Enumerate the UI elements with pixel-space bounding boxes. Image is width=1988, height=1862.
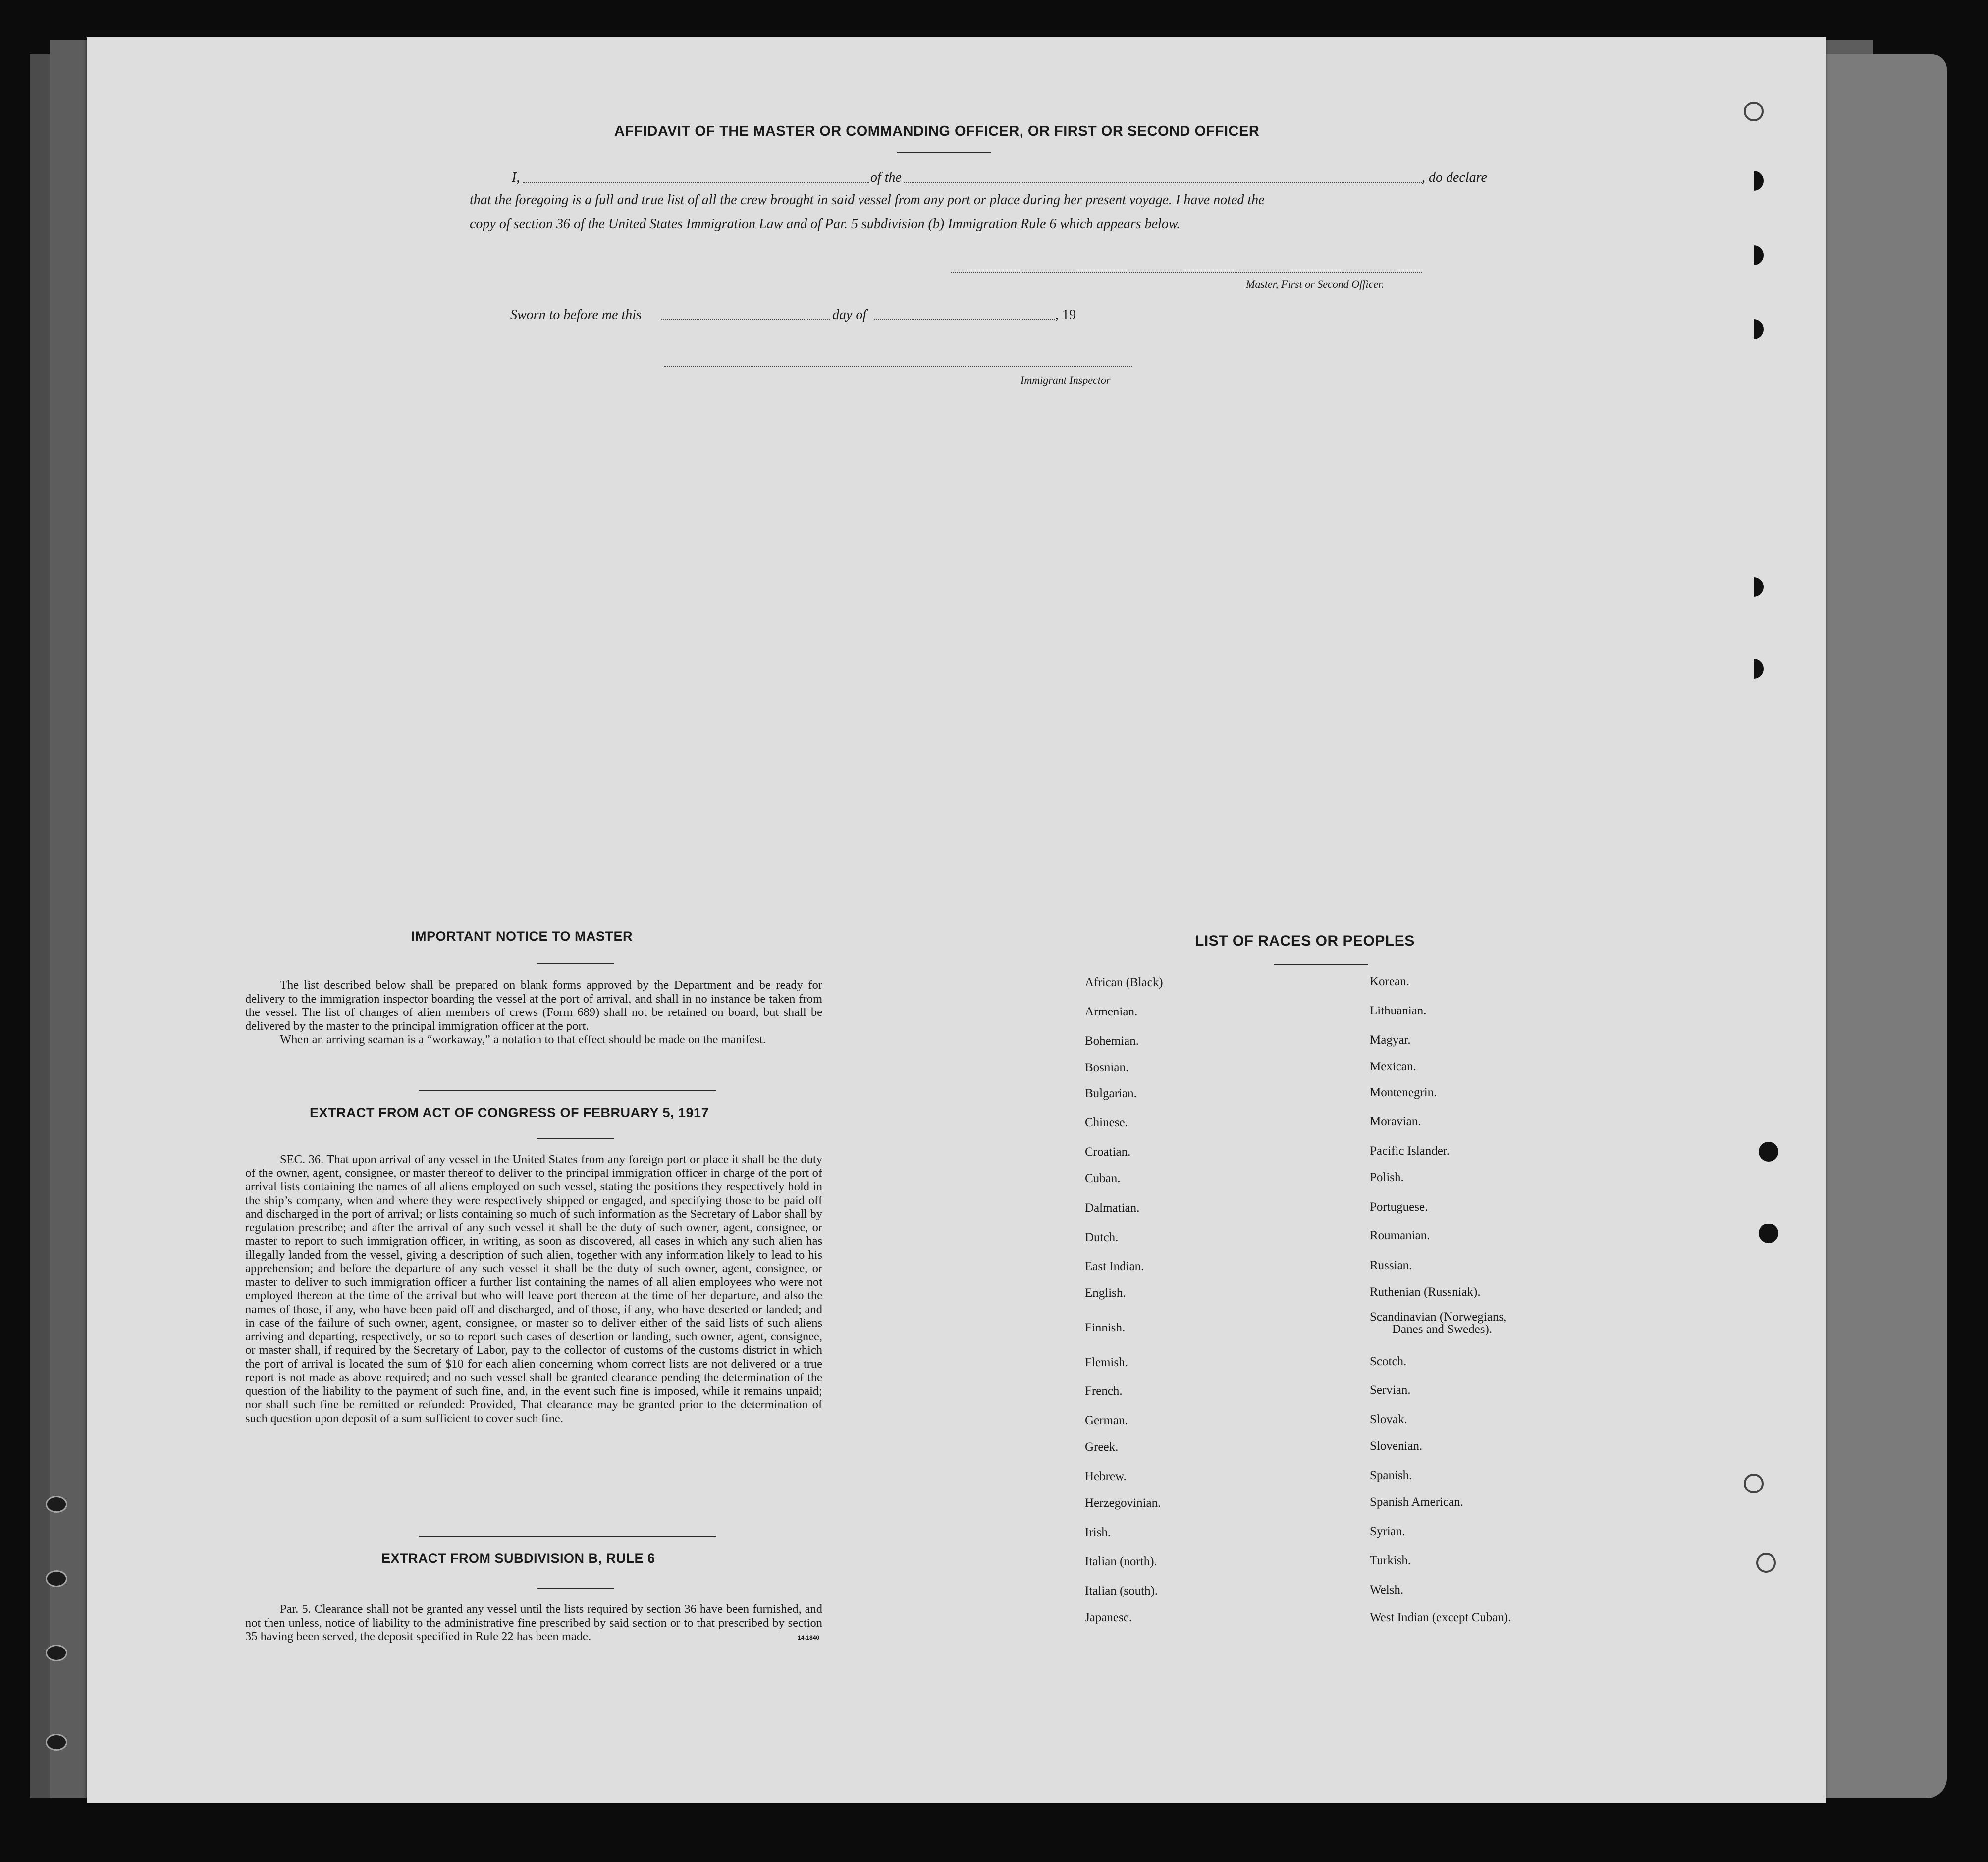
race-item: Montenegrin. xyxy=(1370,1086,1437,1099)
race-item: Turkish. xyxy=(1370,1554,1411,1567)
race-item: French. xyxy=(1085,1384,1123,1398)
sworn-day-field[interactable] xyxy=(661,319,830,320)
race-item: Moravian. xyxy=(1370,1115,1421,1128)
race-item: Finnish. xyxy=(1085,1321,1126,1334)
race-item: Chinese. xyxy=(1085,1116,1128,1129)
extract-act-title: EXTRACT FROM ACT OF CONGRESS OF FEBRUARY 5, 1917 xyxy=(310,1105,709,1120)
punch-hole xyxy=(1744,245,1764,265)
race-item: Russian. xyxy=(1370,1259,1412,1272)
race-item: Dutch. xyxy=(1085,1231,1119,1244)
section-36-paragraph: SEC. 36. That upon arrival of any vessel in the United States from any foreign port or place it shall be the duty of the owner, agent, consignee, or master thereof to deliver to the principal immigration officer in charge of the port of arrival lists containing the names of all aliens employed on such vessel, stating the positions they respectively hold in the ship’s company, when and where they were respectively shipped or engaged, and specifying those to be paid off and discharged in the port of arrival; or lists containing so much of such information as the Secretary of Labor shall by regulation prescribe; and after the arrival of any such vessel it shall be the duty of such owner, agent, consignee, or master to report to such immigration officer, in writing, as soon as discovered, all cases in which any such alien has illegally landed from the vessel, giving a description of such alien, together with any information likely to lead to his apprehension; and before the departure of any such vessel it shall be the duty of such owner, agent, consignee, or master to deliver to such immigration officer a further list containing the names of all alien employees who were not employed thereon at the time of the arrival but who will leave port thereon at the time of her departure, and also the names of those, if any, who have been paid off and discharged, and of those, if any, who have deserted or landed; and in case of the failure of such owner, agent, consignee, or master so to deliver either of the said lists of such aliens arriving and departing, respectively, or so to report such cases of desertion or landing, such owner, agent, consignee, or master shall, if required by the Secretary of Labor, pay to the collector of customs of the customs district in which the port of arrival is located the sum of $10 for each alien concerning whom correct lists are not delivered or a true report is not made as above required; and no such vessel shall be granted clearance pending the determination of the question of the liability to the payment of such fine, and, in the event such fine is imposed, while it remains unpaid; nor shall such fine be remitted or refunded: Provided, That clearance may be granted prior to the determination of such question upon deposit of a sum sufficient to cover such fine. xyxy=(245,1153,822,1425)
punch-hole xyxy=(1759,1224,1778,1243)
sworn-month-field[interactable] xyxy=(874,319,1055,320)
race-item: Portuguese. xyxy=(1370,1200,1428,1214)
race-item: Spanish. xyxy=(1370,1469,1412,1482)
title-rule xyxy=(537,963,614,964)
punch-hole xyxy=(1744,659,1764,679)
race-item: Italian (north). xyxy=(1085,1555,1157,1568)
race-item: Irish. xyxy=(1085,1526,1111,1539)
race-item: Dalmatian. xyxy=(1085,1201,1140,1215)
title-rule xyxy=(537,1588,614,1589)
race-item: Bulgarian. xyxy=(1085,1087,1137,1100)
punch-hole xyxy=(1744,171,1764,191)
inspector-signature-field[interactable] xyxy=(664,366,1132,367)
notice-paragraph-2: When an arriving seaman is a “workaway,” a notation to that effect should be made on the manifest. xyxy=(280,1033,766,1046)
form-number: 14-1840 xyxy=(798,1634,820,1641)
inspector-caption: Immigrant Inspector xyxy=(1021,374,1111,386)
punch-hole xyxy=(1744,577,1764,597)
section-36-text xyxy=(245,1153,822,1425)
punch-hole xyxy=(1744,102,1764,121)
affidavit-title: AFFIDAVIT OF THE MASTER OR COMMANDING OFFICER, OR FIRST OR SECOND OFFICER xyxy=(614,123,1260,139)
punch-hole xyxy=(1744,1474,1764,1493)
race-item: German. xyxy=(1085,1414,1128,1427)
race-item: Scandinavian (Norwegians, xyxy=(1370,1310,1507,1324)
race-item: Spanish American. xyxy=(1370,1495,1463,1509)
race-item: Danes and Swedes). xyxy=(1392,1323,1493,1336)
punch-hole xyxy=(1759,1142,1778,1162)
notice-paragraph-1: The list described below shall be prepared on blank forms approved by the Department and be ready for delivery to the immigration inspector boarding the vessel at the port of arrival, and shall in no instance be taken from the vessel. The list of changes of alien members of crews (Form 689) shall not be retained on board, but shall be delivered by the master to the principal immigration officer at the port. xyxy=(245,978,822,1033)
race-item: Slovak. xyxy=(1370,1413,1407,1426)
vessel-name-field[interactable] xyxy=(904,182,1422,183)
race-item: African (Black) xyxy=(1085,976,1163,989)
race-item: Roumanian. xyxy=(1370,1229,1430,1242)
race-item: Flemish. xyxy=(1085,1356,1128,1369)
race-item: Korean. xyxy=(1370,975,1409,988)
title-rule xyxy=(537,1138,614,1139)
day-of-label: day of xyxy=(832,307,867,322)
notice-body xyxy=(245,978,822,1047)
race-item: Herzegovinian. xyxy=(1085,1496,1161,1510)
race-item: Mexican. xyxy=(1370,1060,1416,1073)
race-item: Scotch. xyxy=(1370,1355,1407,1368)
race-item: Bosnian. xyxy=(1085,1061,1129,1074)
title-rule xyxy=(1274,964,1368,965)
race-item: English. xyxy=(1085,1286,1126,1300)
race-item: Slovenian. xyxy=(1370,1439,1423,1453)
of-the-label: of the xyxy=(870,170,902,185)
race-item: West Indian (except Cuban). xyxy=(1370,1611,1511,1624)
affidavit-line-2: that the foregoing is a full and true list of all the crew brought in said vessel from any port or place during her present voyage. I have noted the xyxy=(470,192,1265,208)
race-item: Italian (south). xyxy=(1085,1584,1158,1597)
declarant-i-label: I, xyxy=(512,170,520,185)
race-item: Hebrew. xyxy=(1085,1470,1127,1483)
race-item: Bohemian. xyxy=(1085,1034,1139,1048)
officer-signature-field[interactable] xyxy=(951,272,1422,273)
race-item: Pacific Islander. xyxy=(1370,1144,1450,1158)
race-item: Polish. xyxy=(1370,1171,1404,1184)
section-divider xyxy=(419,1090,716,1091)
race-item: Ruthenian (Russniak). xyxy=(1370,1285,1481,1299)
race-item: East Indian. xyxy=(1085,1260,1144,1273)
race-item: Armenian. xyxy=(1085,1005,1138,1018)
declarant-name-field[interactable] xyxy=(523,182,869,183)
punch-hole xyxy=(1756,1553,1776,1573)
notice-title: IMPORTANT NOTICE TO MASTER xyxy=(411,929,633,944)
race-item: Lithuanian. xyxy=(1370,1004,1427,1017)
race-item: Greek. xyxy=(1085,1440,1119,1454)
race-item: Welsh. xyxy=(1370,1583,1404,1596)
rule-6-text xyxy=(245,1602,822,1644)
section-divider xyxy=(419,1536,716,1537)
declare-label: , do declare xyxy=(1422,170,1487,185)
title-rule xyxy=(897,152,991,153)
sworn-label: Sworn to before me this xyxy=(510,307,642,322)
race-item: Croatian. xyxy=(1085,1145,1131,1159)
race-item: Servian. xyxy=(1370,1383,1411,1397)
races-title: LIST OF RACES OR PEOPLES xyxy=(1195,933,1415,949)
rule-6-paragraph: Par. 5. Clearance shall not be granted any vessel until the lists required by section 36 have been furnished, and not then unless, notice of liability to the administrative fine prescribed by said section or to that prescribed by section 35 having been served, the deposit specified in Rule 22 has been made. xyxy=(245,1602,822,1643)
form-page xyxy=(87,37,1826,1803)
race-item: Cuban. xyxy=(1085,1172,1121,1185)
year-label: , 19 xyxy=(1055,307,1076,322)
signature-caption: Master, First or Second Officer. xyxy=(1246,278,1384,290)
race-item: Magyar. xyxy=(1370,1033,1411,1047)
affidavit-line-3: copy of section 36 of the United States Immigration Law and of Par. 5 subdivision (b) Immigration Rule 6 which appears below. xyxy=(470,216,1181,232)
race-item: Japanese. xyxy=(1085,1611,1132,1624)
extract-rule-title: EXTRACT FROM SUBDIVISION B, RULE 6 xyxy=(381,1551,655,1566)
punch-hole xyxy=(1744,319,1764,339)
race-item: Syrian. xyxy=(1370,1525,1405,1538)
